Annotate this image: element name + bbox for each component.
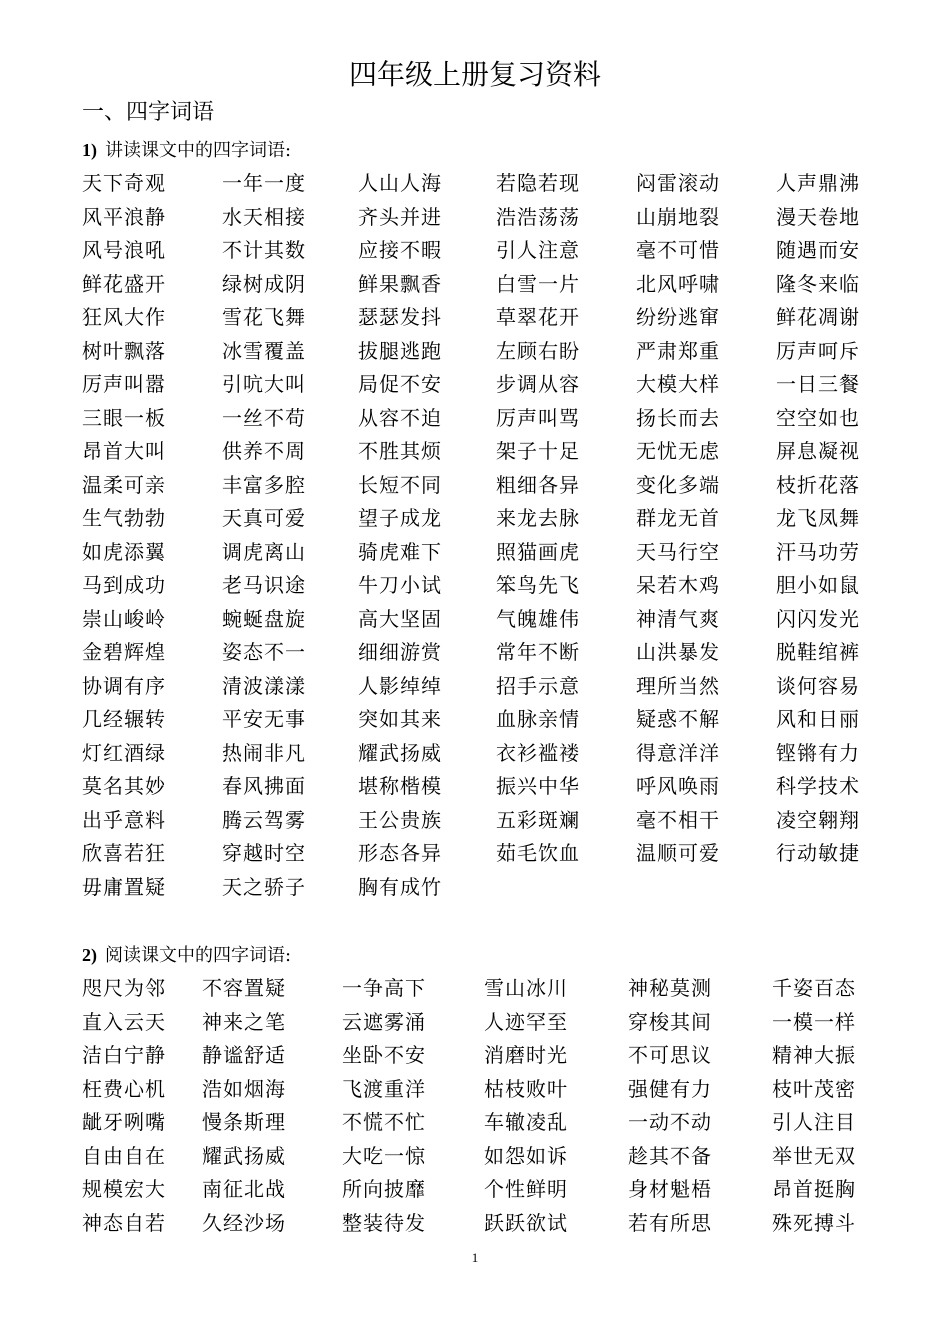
word-cell: 得意洋洋 (636, 740, 720, 765)
subsection-number: 1) (82, 140, 97, 160)
word-cell: 跃跃欲试 (484, 1210, 568, 1235)
word-cell: 咫尺为邻 (82, 976, 166, 1000)
word-row (0, 837, 950, 871)
word-cell: 风和日丽 (776, 707, 860, 731)
word-cell: 灯红酒绿 (82, 740, 166, 765)
word-row (0, 167, 950, 201)
word-cell: 老马识途 (222, 573, 306, 597)
word-cell: 春风拂面 (222, 774, 306, 798)
word-cell: 莫名其妙 (82, 774, 166, 798)
word-cell: 左顾右盼 (496, 338, 580, 363)
word-cell: 一动不动 (628, 1110, 712, 1134)
word-cell: 久经沙场 (202, 1210, 286, 1235)
word-row (0, 1173, 950, 1207)
word-cell: 神清气爽 (636, 606, 720, 631)
word-cell: 一争高下 (342, 976, 426, 1000)
word-cell: 不胜其烦 (358, 439, 442, 463)
page-number: 1 (471, 1250, 479, 1265)
word-cell: 人影绰绰 (358, 673, 442, 698)
word-cell: 个性鲜明 (484, 1177, 568, 1201)
word-cell: 鲜花凋谢 (776, 305, 860, 329)
word-cell: 白雪一片 (496, 271, 580, 296)
word-cell: 天马行空 (636, 539, 720, 564)
word-cell: 神态自若 (82, 1210, 166, 1235)
word-cell: 照猫画虎 (496, 539, 580, 564)
word-cell: 常年不断 (496, 640, 580, 664)
word-cell: 马到成功 (82, 573, 166, 597)
subsection-number: 2) (82, 945, 97, 965)
subsection-label: 阅读课文中的四字词语: (105, 945, 292, 966)
word-cell: 局促不安 (358, 372, 442, 396)
word-row (0, 569, 950, 603)
word-cell: 科学技术 (776, 774, 860, 798)
word-cell: 长短不同 (358, 472, 442, 497)
word-cell: 胸有成竹 (358, 874, 442, 899)
word-cell: 招手示意 (496, 673, 580, 698)
word-cell: 一丝不苟 (222, 405, 306, 430)
word-cell: 腾云驾雾 (222, 807, 306, 832)
word-row (0, 670, 950, 704)
word-cell: 厉声叫嚣 (82, 372, 166, 396)
word-cell: 三眼一板 (82, 405, 166, 430)
word-cell: 云遮雾涌 (342, 1009, 426, 1034)
word-cell: 茹毛饮血 (496, 841, 580, 865)
word-cell: 群龙无首 (636, 506, 720, 530)
word-cell: 欣喜若狂 (82, 841, 166, 865)
word-cell: 脱鞋绾裤 (776, 640, 860, 664)
word-cell: 温顺可爱 (636, 841, 720, 865)
word-cell: 形态各异 (358, 841, 442, 865)
word-cell: 协调有序 (82, 673, 166, 698)
word-cell: 慢条斯理 (202, 1110, 286, 1134)
word-cell: 铿锵有力 (776, 740, 860, 765)
word-cell: 枉费心机 (82, 1076, 166, 1101)
word-cell: 洁白宁静 (82, 1043, 166, 1067)
word-cell: 呼风唤雨 (636, 774, 720, 798)
word-cell: 草翠花开 (496, 305, 580, 329)
word-row (0, 234, 950, 268)
word-cell: 血脉亲情 (496, 707, 580, 731)
word-row (0, 770, 950, 804)
word-cell: 枝折花落 (776, 472, 860, 497)
word-cell: 天之骄子 (222, 874, 306, 899)
word-cell: 风号浪吼 (82, 238, 166, 262)
word-cell: 坐卧不安 (342, 1043, 426, 1067)
word-cell: 不慌不忙 (342, 1110, 426, 1134)
word-row (0, 737, 950, 771)
word-cell: 高大坚固 (358, 606, 442, 631)
word-row (0, 335, 950, 369)
word-cell: 丰富多腔 (222, 472, 306, 497)
word-cell: 狂风大作 (82, 305, 166, 329)
word-row (0, 636, 950, 670)
word-cell: 穿越时空 (222, 841, 306, 865)
word-cell: 屏息凝视 (776, 439, 860, 463)
word-cell: 气魄雄伟 (496, 606, 580, 631)
word-cell: 趁其不备 (628, 1143, 712, 1168)
word-cell: 龙飞凤舞 (776, 506, 860, 530)
word-list-1 (0, 167, 950, 904)
word-cell: 温柔可亲 (82, 472, 166, 497)
word-cell: 耀武扬威 (202, 1143, 286, 1168)
word-cell: 衣衫褴褛 (496, 740, 580, 765)
word-cell: 浩如烟海 (202, 1076, 286, 1101)
word-cell: 风平浪静 (82, 204, 166, 229)
word-cell: 飞渡重洋 (342, 1076, 426, 1101)
word-row (0, 502, 950, 536)
word-cell: 殊死搏斗 (772, 1210, 856, 1235)
word-cell: 厉声呵斥 (776, 338, 860, 363)
word-row (0, 301, 950, 335)
word-row (0, 201, 950, 235)
word-cell: 身材魁梧 (628, 1177, 712, 1201)
word-cell: 空空如也 (776, 405, 860, 430)
word-cell: 千姿百态 (772, 976, 856, 1000)
word-cell: 如虎添翼 (82, 539, 166, 564)
word-cell: 枝叶茂密 (772, 1076, 856, 1101)
word-cell: 鲜果飘香 (358, 271, 442, 296)
word-row (0, 368, 950, 402)
word-cell: 汗马功劳 (776, 539, 860, 564)
word-row (0, 469, 950, 503)
word-cell: 骑虎难下 (358, 539, 442, 564)
word-cell: 树叶飘落 (82, 338, 166, 363)
word-row (0, 1006, 950, 1040)
word-cell: 五彩斑斓 (496, 807, 580, 832)
word-row (0, 435, 950, 469)
word-cell: 规模宏大 (82, 1177, 166, 1201)
word-cell: 不容置疑 (202, 976, 286, 1000)
word-cell: 闷雷滚动 (636, 171, 720, 195)
word-cell: 自由自在 (82, 1143, 166, 1168)
word-cell: 凌空翱翔 (776, 807, 860, 832)
word-cell: 毋庸置疑 (82, 874, 166, 899)
word-cell: 无忧无虑 (636, 439, 720, 463)
word-cell: 纷纷逃窜 (636, 305, 720, 329)
word-cell: 呆若木鸡 (636, 573, 720, 597)
word-cell: 来龙去脉 (496, 506, 580, 530)
word-cell: 厉声叫骂 (496, 405, 580, 430)
word-cell: 疑惑不解 (636, 707, 720, 731)
word-cell: 牛刀小试 (358, 573, 442, 597)
word-cell: 崇山峻岭 (82, 606, 166, 631)
word-cell: 胆小如鼠 (776, 573, 860, 597)
word-cell: 强健有力 (628, 1076, 712, 1101)
word-cell: 扬长而去 (636, 405, 720, 430)
word-cell: 从容不迫 (358, 405, 442, 430)
word-cell: 几经辗转 (82, 707, 166, 731)
word-cell: 大模大样 (636, 372, 720, 396)
word-cell: 调虎离山 (222, 539, 306, 564)
subsection-heading-1 (82, 136, 291, 165)
word-row (0, 972, 950, 1006)
word-cell: 毫不相干 (636, 807, 720, 832)
word-cell: 细细游赏 (358, 640, 442, 664)
word-cell: 瑟瑟发抖 (358, 305, 442, 329)
word-cell: 一日三餐 (776, 372, 860, 396)
word-row (0, 603, 950, 637)
word-cell: 绿树成阴 (222, 271, 306, 296)
word-list-2 (0, 972, 950, 1240)
word-cell: 大吃一惊 (342, 1143, 426, 1168)
word-cell: 热闹非凡 (222, 740, 306, 765)
word-cell: 隆冬来临 (776, 271, 860, 296)
word-cell: 望子成龙 (358, 506, 442, 530)
word-row (0, 1106, 950, 1140)
word-cell: 浩浩荡荡 (496, 204, 580, 229)
word-cell: 若有所思 (628, 1210, 712, 1235)
word-cell: 北风呼啸 (636, 271, 720, 296)
word-cell: 清波漾漾 (222, 673, 306, 698)
word-cell: 谈何容易 (776, 673, 860, 698)
word-row (0, 1207, 950, 1241)
word-cell: 如怨如诉 (484, 1143, 568, 1168)
word-cell: 雪山冰川 (484, 976, 568, 1000)
word-cell: 精神大振 (772, 1043, 856, 1067)
word-cell: 冰雪覆盖 (222, 338, 306, 363)
word-cell: 一模一样 (772, 1009, 856, 1034)
word-cell: 出乎意料 (82, 807, 166, 832)
word-row (0, 268, 950, 302)
word-cell: 南征北战 (202, 1177, 286, 1201)
word-cell: 人山人海 (358, 171, 442, 195)
word-cell: 笨鸟先飞 (496, 573, 580, 597)
word-cell: 山洪暴发 (636, 640, 720, 664)
word-cell: 耀武扬威 (358, 740, 442, 765)
word-cell: 引人注意 (496, 238, 580, 262)
word-cell: 一年一度 (222, 171, 306, 195)
word-cell: 人声鼎沸 (776, 171, 860, 195)
word-cell: 随遇而安 (776, 238, 860, 262)
word-cell: 漫天卷地 (776, 204, 860, 229)
word-cell: 不可思议 (628, 1043, 712, 1067)
word-cell: 山崩地裂 (636, 204, 720, 229)
word-cell: 齐头并进 (358, 204, 442, 229)
word-row (0, 1073, 950, 1107)
word-row (0, 402, 950, 436)
page-title: 四年级上册复习资料 (348, 58, 601, 91)
word-cell: 平安无事 (222, 707, 306, 731)
word-cell: 水天相接 (222, 204, 306, 229)
word-cell: 毫不可惜 (636, 238, 720, 262)
word-cell: 振兴中华 (496, 774, 580, 798)
word-cell: 蜿蜒盘旋 (222, 606, 306, 631)
word-cell: 堪称楷模 (358, 774, 442, 798)
word-cell: 昂首挺胸 (772, 1177, 856, 1201)
word-cell: 引人注目 (772, 1110, 856, 1134)
word-cell: 行动敏捷 (776, 841, 860, 865)
word-cell: 突如其来 (358, 707, 442, 731)
word-cell: 严肃郑重 (636, 338, 720, 363)
word-row (0, 536, 950, 570)
word-cell: 消磨时光 (484, 1043, 568, 1067)
word-cell: 拔腿逃跑 (358, 338, 442, 363)
word-cell: 天真可爱 (222, 506, 306, 530)
word-row (0, 1039, 950, 1073)
section-heading: 一、四字词语 (82, 100, 215, 125)
word-cell: 雪花飞舞 (222, 305, 306, 329)
word-cell: 直入云天 (82, 1009, 166, 1034)
word-cell: 不计其数 (222, 238, 306, 262)
word-row (0, 703, 950, 737)
word-cell: 引吭大叫 (222, 372, 306, 396)
word-cell: 整装待发 (342, 1210, 426, 1235)
word-cell: 应接不暇 (358, 238, 442, 262)
word-cell: 理所当然 (636, 673, 720, 698)
word-cell: 静谧舒适 (202, 1043, 286, 1067)
word-cell: 步调从容 (496, 372, 580, 396)
word-cell: 王公贵族 (358, 807, 442, 832)
word-cell: 闪闪发光 (776, 606, 860, 631)
word-row (0, 804, 950, 838)
word-row (0, 871, 950, 905)
word-cell: 若隐若现 (496, 171, 580, 195)
word-cell: 神来之笔 (202, 1009, 286, 1034)
word-cell: 天下奇观 (82, 171, 166, 195)
word-row (0, 1140, 950, 1174)
subsection-heading-2 (82, 941, 291, 970)
word-cell: 金碧辉煌 (82, 640, 166, 664)
subsection-label: 讲读课文中的四字词语: (105, 140, 292, 161)
word-cell: 举世无双 (772, 1143, 856, 1168)
word-cell: 神秘莫测 (628, 976, 712, 1000)
word-cell: 粗细各异 (496, 472, 580, 497)
word-cell: 人迹罕至 (484, 1009, 568, 1034)
word-cell: 变化多端 (636, 472, 720, 497)
word-cell: 所向披靡 (342, 1177, 426, 1201)
word-cell: 姿态不一 (222, 640, 306, 664)
word-cell: 昂首大叫 (82, 439, 166, 463)
word-cell: 车辙凌乱 (484, 1110, 568, 1134)
word-cell: 穿梭其间 (628, 1009, 712, 1034)
word-cell: 枯枝败叶 (484, 1076, 568, 1101)
word-cell: 鲜花盛开 (82, 271, 166, 296)
word-cell: 龇牙咧嘴 (82, 1110, 166, 1134)
word-cell: 供养不周 (222, 439, 306, 463)
word-cell: 生气勃勃 (82, 506, 166, 530)
word-cell: 架子十足 (496, 439, 580, 463)
